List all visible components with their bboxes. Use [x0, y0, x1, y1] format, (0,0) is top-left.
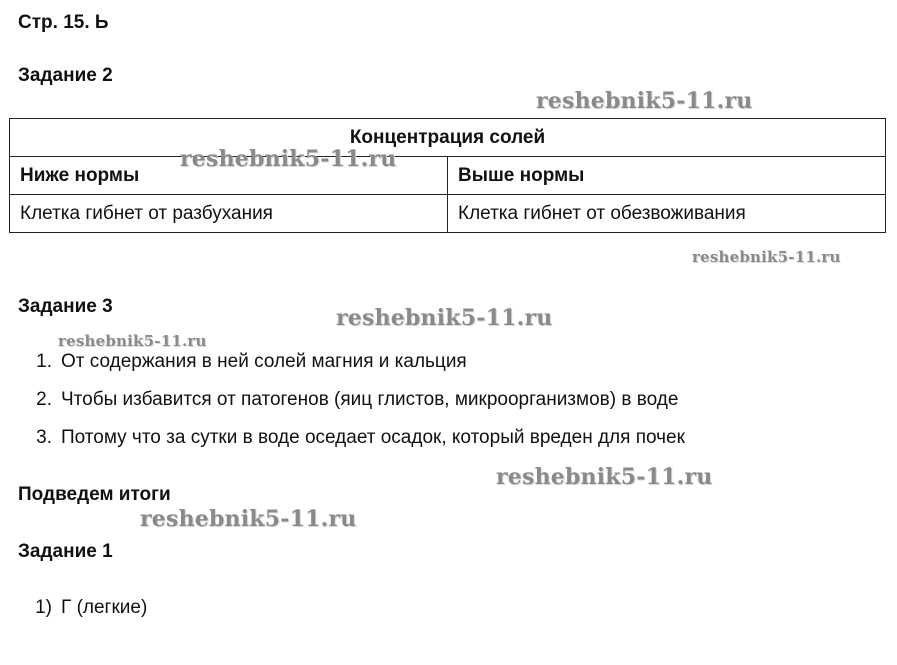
list-item-number: 1.: [36, 351, 52, 372]
summary-task1-heading: Задание 1: [18, 541, 113, 562]
task3-heading: Задание 3: [18, 296, 113, 317]
table-header-above-norm: Выше нормы: [448, 157, 886, 195]
table-cell-below-norm: Клетка гибнет от разбухания: [10, 195, 448, 233]
table-row: [10, 195, 886, 233]
table-header-below-norm: Ниже нормы: [10, 157, 448, 195]
salt-concentration-table: [9, 118, 886, 233]
watermark: reshebnik5-11.ru: [140, 506, 357, 532]
summary-heading: Подведем итоги: [18, 484, 171, 505]
list-item-number: 3.: [36, 427, 52, 448]
watermark: reshebnik5-11.ru: [58, 332, 207, 350]
page-title: Стр. 15. Ь: [18, 12, 109, 33]
table-caption: Концентрация солей: [10, 119, 886, 157]
list-item-text: От содержания в ней солей магния и кальция: [61, 351, 467, 372]
watermark: reshebnik5-11.ru: [180, 146, 397, 172]
table-caption-row: [10, 119, 886, 157]
list-item-number: 1): [35, 597, 52, 618]
list-item-number: 2.: [36, 389, 52, 410]
list-item-text: Чтобы избавится от патогенов (яиц глистов, микроорганизмов) в воде: [61, 389, 679, 410]
list-item-text: Г (легкие): [61, 597, 148, 618]
watermark: reshebnik5-11.ru: [336, 305, 553, 331]
list-item-text: Потому что за сутки в воде оседает осадок, который вреден для почек: [61, 427, 685, 448]
table-cell-above-norm: Клетка гибнет от обезвоживания: [448, 195, 886, 233]
watermark: reshebnik5-11.ru: [692, 248, 841, 266]
task2-heading: Задание 2: [18, 65, 113, 86]
watermark: reshebnik5-11.ru: [536, 88, 753, 114]
table-header-row: [10, 157, 886, 195]
watermark: reshebnik5-11.ru: [496, 464, 713, 490]
